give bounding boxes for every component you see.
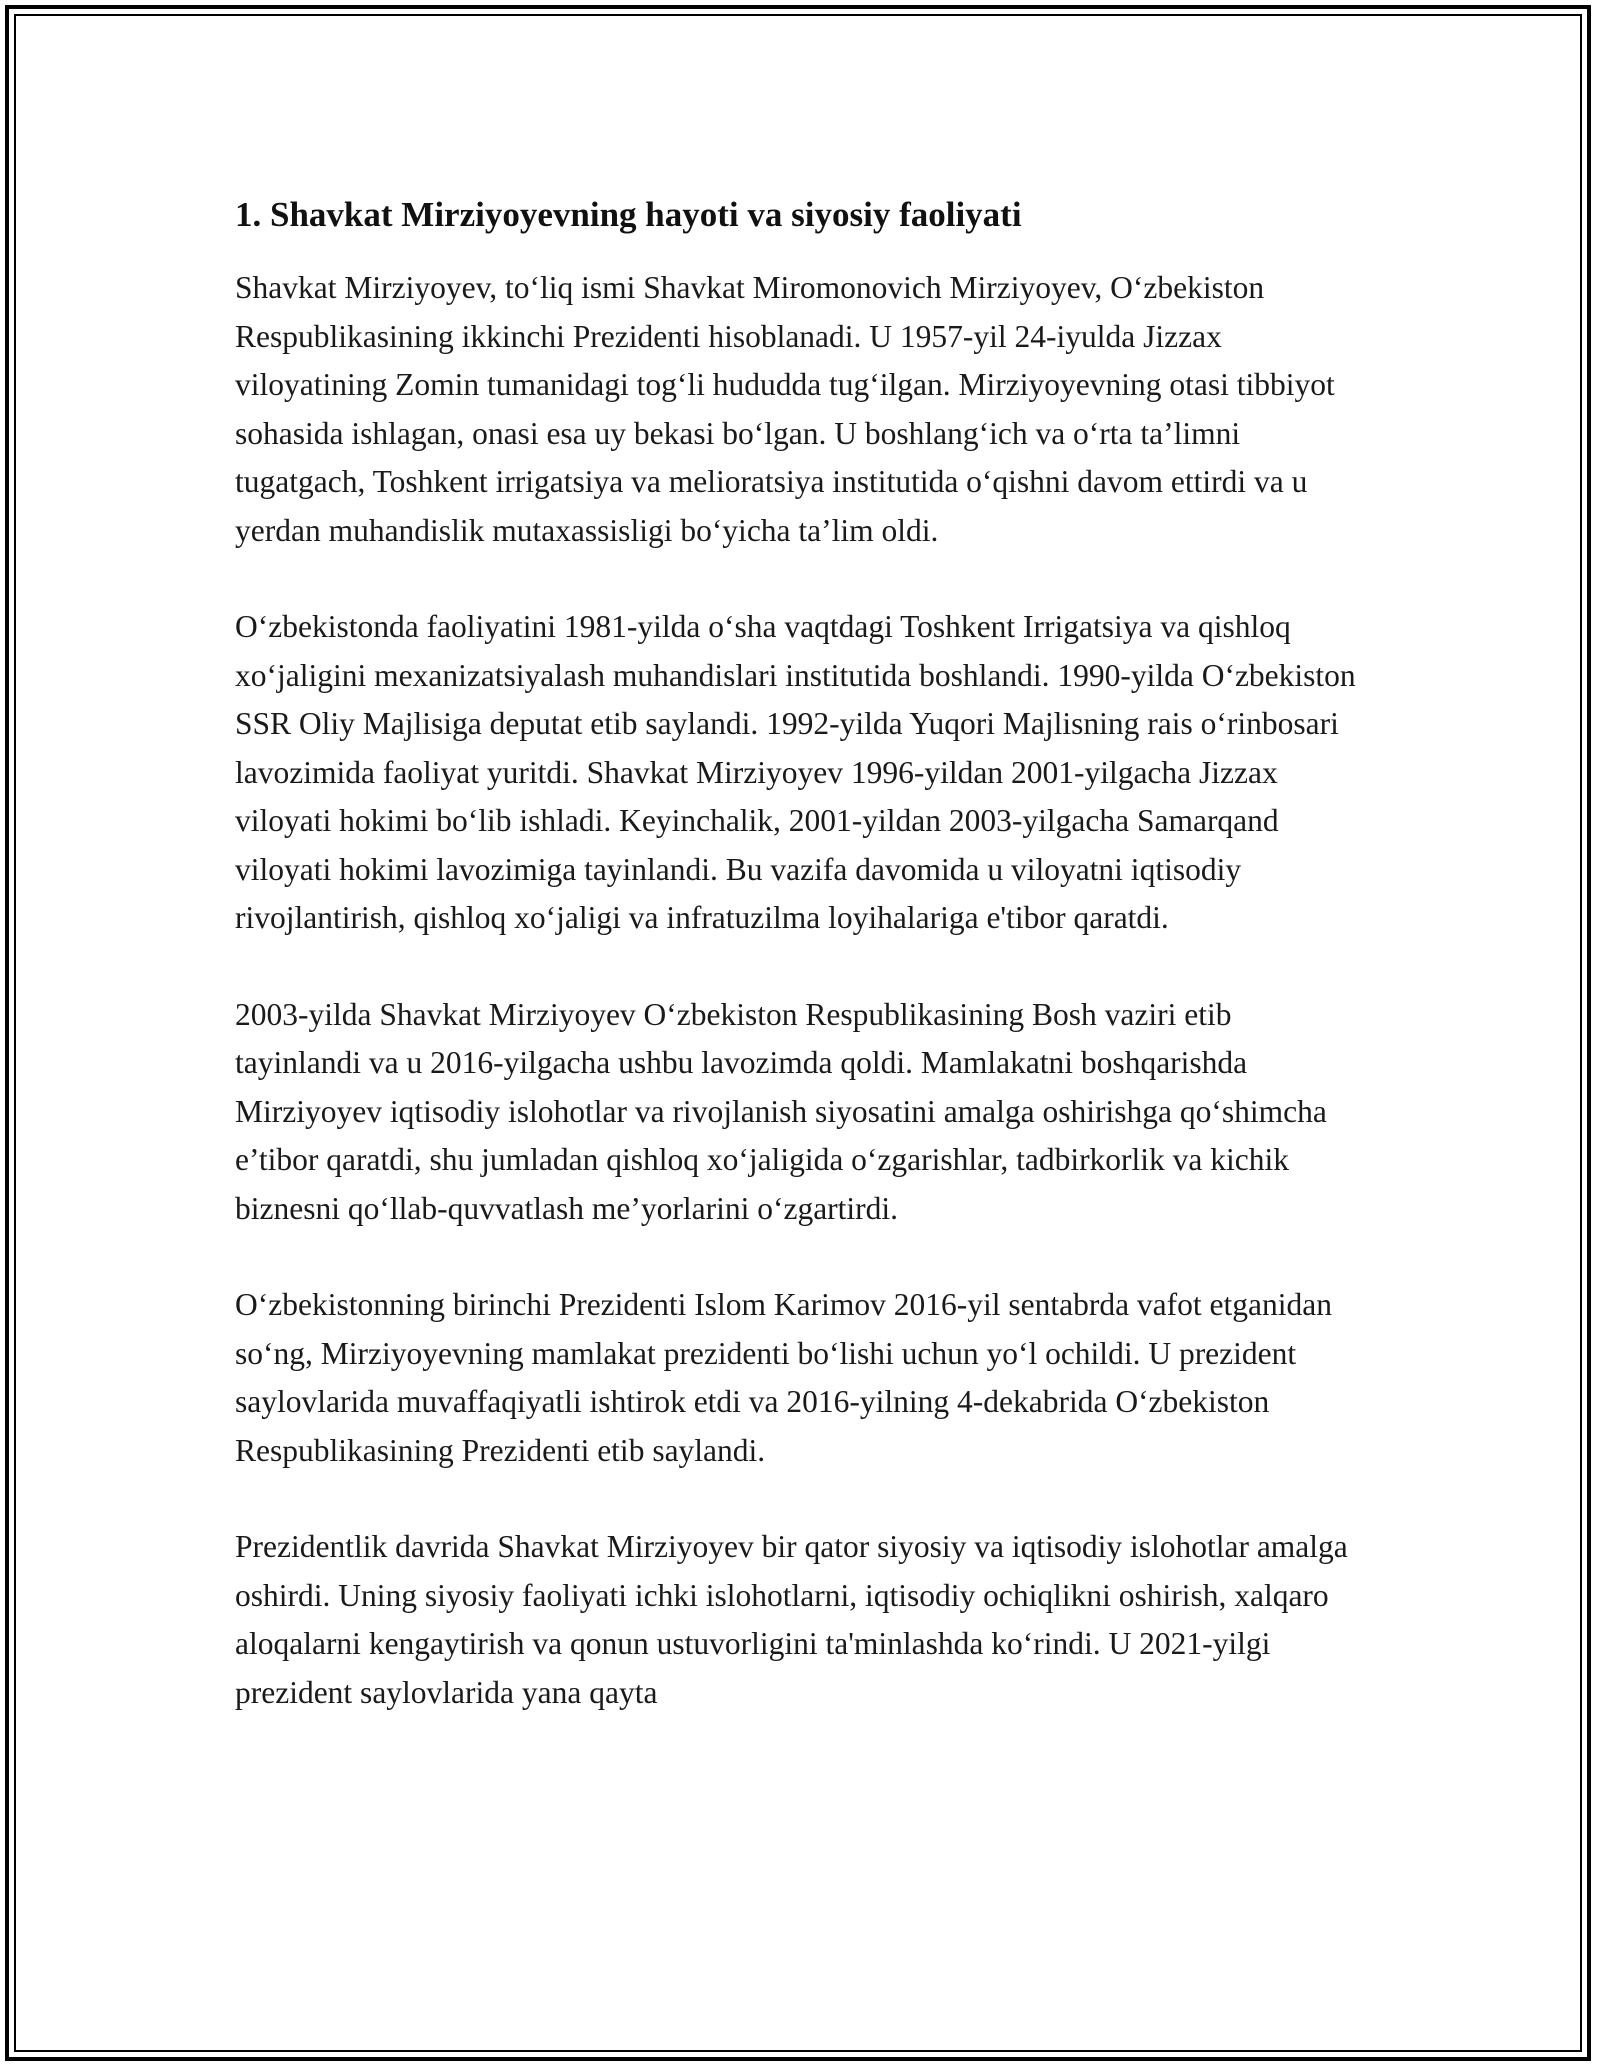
paragraph-reforms: Prezidentlik davrida Shavkat Mirziyoyev bir qator siyosiy va iqtisodiy islohotlar amalga oshirdi. Uning siyosiy faoliyati ichki islohotlarni, iqtisodiy ochiqlikni oshirish, xalqaro aloqalarni kengaytirish va qonun ustuvorligini ta'minlashda ko‘rindi. U 2021-yilgi prezident saylovlarida yana qayta — [235, 1529, 1348, 1710]
paragraph-presidency-start: O‘zbekistonning birinchi Prezidenti Islom Karimov 2016-yil sentabrda vafot etganidan so‘ng, Mirziyoyevning mamlakat prezidenti bo‘lishi uchun yo‘l ochildi. U prezident saylovlarida muvaffaqiyatli ishtirok etdi va 2016-yilning 4-dekabrida O‘zbekiston Respublikasining Prezidenti etib saylandi. — [235, 1287, 1332, 1468]
paragraph-prime-minister: 2003-yilda Shavkat Mirziyoyev O‘zbekiston Respublikasining Bosh vaziri etib tayinlandi va u 2016-yilgacha ushbu lavozimda qoldi. Mamlakatni boshqarishda Mirziyoyev iqtisodiy islohotlar va rivojlanish siyosatini amalga oshirishga qo‘shimcha e’tibor qaratdi, shu jumladan qishloq xo‘jaligida o‘zgarishlar, tadbirkorlik va kichik biznesni qo‘llab-quvvatlash me’yorlarini o‘zgartirdi. — [235, 996, 1327, 1226]
paragraph-career: O‘zbekistonda faoliyatini 1981-yilda o‘sha vaqtdagi Toshkent Irrigatsiya va qishloq xo‘jaligini mexanizatsiyalash muhandislari institutida boshlandi. 1990-yilda O‘zbekiston SSR Oliy Majlisiga deputat etib saylandi. 1992-yilda Yuqori Majlisning rais o‘rinbosari lavozimida faoliyat yuritdi. Shavkat Mirziyoyev 1996-yildan 2001-yilgacha Jizzax viloyati hokimi bo‘lib ishladi. Keyinchalik, 2001-yildan 2003-yilgacha Samarqand viloyati hokimi lavozimiga tayinlandi. Bu vazifa davomida u viloyatni iqtisodiy rivojlantirish, qishloq xo‘jaligi va infratuzilma loyihalariga e'tibor qaratdi. — [235, 609, 1356, 935]
paragraph-early-life: Shavkat Mirziyoyev, to‘liq ismi Shavkat Miromonovich Mirziyoyev, O‘zbekiston Respublikasining ikkinchi Prezidenti hisoblanadi. U 1957-yil 24-iyulda Jizzax viloyatining Zomin tumanidagi tog‘li hududda tug‘ilgan. Mirziyoyevning otasi tibbiyot sohasida ishlagan, onasi esa uy bekasi bo‘lgan. U boshlang‘ich va o‘rta ta’limni tugatgach, Toshkent irrigatsiya va melioratsiya institutida o‘qishni davom ettirdi va u yerdan muhandislik mutaxassisligi bo‘yicha ta’lim oldi. — [235, 270, 1335, 548]
document-body — [235, 188, 1365, 1765]
section-heading: 1. Shavkat Mirziyoyevning hayoti va siyosiy faoliyati — [235, 195, 1022, 234]
